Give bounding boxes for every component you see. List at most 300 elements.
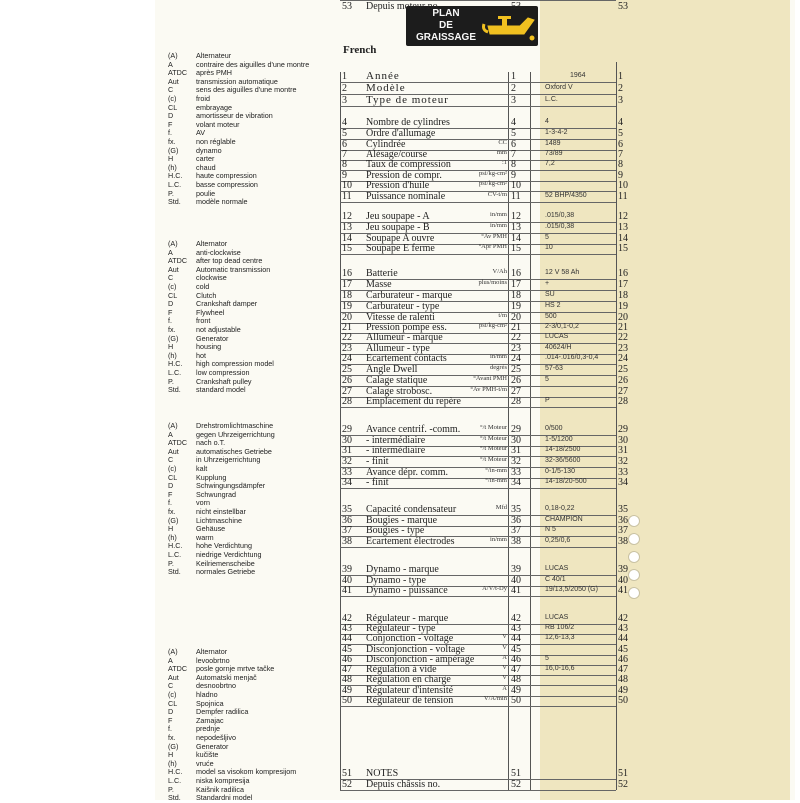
legend-abbreviation: Std.	[168, 385, 181, 395]
spec-value: RB 106/2	[545, 624, 575, 631]
row-number-right: 7	[618, 149, 623, 160]
row-number-middle: 7	[511, 149, 516, 160]
legend-entry	[168, 190, 328, 199]
row-number-right: 24	[618, 353, 628, 364]
row-number-middle: 6	[511, 139, 516, 150]
row-number: 25	[342, 364, 352, 375]
row-number: 24	[342, 353, 352, 364]
row-number-right: 12	[618, 211, 628, 222]
legend-abbreviation: Aut	[168, 446, 179, 456]
legend-description: modèle normale	[196, 197, 248, 207]
spec-unit: psi/kg-cm²	[479, 322, 507, 329]
legend-entry	[168, 708, 328, 717]
legend-description: low compression	[196, 367, 250, 377]
row-number-middle: 49	[511, 685, 521, 696]
legend-description: dynamo	[196, 145, 222, 155]
row-number-middle: 5	[511, 128, 516, 139]
legend-abbreviation: F	[168, 489, 173, 499]
legend-entry	[168, 147, 328, 156]
legend-description: Alternator	[196, 647, 228, 656]
spec-value: SU	[545, 291, 555, 298]
legend-description: amortisseur de vibration	[196, 111, 273, 121]
row-number-right: 47	[618, 664, 628, 675]
spec-label: Avance dépr. comm.	[366, 467, 449, 478]
row-number: 50	[342, 695, 352, 706]
legend-description: froid	[196, 93, 210, 103]
spec-value: 0-1/5-130	[545, 468, 575, 475]
legend-abbreviation: (h)	[168, 350, 177, 360]
spec-value: 0,25/0,6	[545, 537, 571, 544]
legend-entry	[168, 456, 328, 465]
row-number-middle: 31	[511, 445, 521, 456]
legend-description: Kaišnik radilica	[196, 784, 244, 794]
spec-value: P	[545, 397, 550, 404]
legend-entry	[168, 121, 328, 130]
legend-description: clockwise	[196, 273, 227, 283]
legend-abbreviation: D	[168, 111, 174, 121]
spec-unit: in/mm	[490, 536, 507, 543]
row-rule	[340, 790, 616, 791]
legend-abbreviation: H	[168, 750, 174, 760]
row-number: 16	[342, 268, 352, 279]
legend-abbreviation: A	[168, 59, 173, 69]
legend-description: front	[196, 316, 211, 326]
row-number: 34	[342, 477, 352, 488]
row-number-middle: 27	[511, 386, 521, 397]
row-number-middle: 19	[511, 301, 521, 312]
row-number-middle: 32	[511, 456, 521, 467]
spec-label: Jeu soupape - B	[366, 222, 430, 233]
legend-abbreviation: ATDC	[168, 664, 188, 674]
legend-entry	[168, 700, 328, 709]
legend-entry	[168, 335, 328, 344]
spec-value: 5	[545, 234, 549, 241]
row-number-middle: 46	[511, 654, 521, 665]
row-number-middle: 50	[511, 695, 521, 706]
spec-value: .015/0,38	[545, 223, 575, 230]
row-number-right: 29	[618, 424, 628, 435]
legend-description: Crankshaft pulley	[196, 376, 252, 386]
spec-unit: A	[502, 654, 507, 661]
row-number-right: 48	[618, 674, 628, 685]
legend-abbreviation: Aut	[168, 76, 179, 86]
legend-description: Generator	[196, 333, 229, 343]
legend-abbreviation: C	[168, 681, 174, 691]
row-number: 40	[342, 575, 352, 586]
legend-abbreviation: (h)	[168, 162, 177, 172]
legend-entry	[168, 129, 328, 138]
row-number: 6	[342, 139, 347, 150]
row-number-right: 46	[618, 654, 628, 665]
legend-abbreviation: H.C.	[168, 359, 183, 369]
legend-description: Flywheel	[196, 307, 225, 317]
spec-value: C 40/1	[545, 576, 566, 583]
row-number: 38	[342, 536, 352, 547]
row-rule	[340, 254, 616, 255]
row-number: 29	[342, 424, 352, 435]
row-number-right: 43	[618, 623, 628, 634]
legend-abbreviation: Aut	[168, 672, 179, 682]
spec-value: 52 BHP/4350	[545, 192, 587, 199]
row-number-middle: 25	[511, 364, 521, 375]
legend-description: nach o.T.	[196, 438, 226, 448]
spec-label: Type de moteur	[366, 94, 449, 106]
legend-entry	[168, 431, 328, 440]
legend-abbreviation: P.	[168, 558, 174, 568]
spec-unit: °/t Moteur	[480, 445, 507, 452]
row-number-right: 30	[618, 435, 628, 446]
legend-entry	[168, 300, 328, 309]
spec-unit: t/m	[498, 312, 507, 319]
row-number-middle: 28	[511, 396, 521, 407]
spec-value: 1964	[570, 72, 586, 79]
spec-label: - finit	[366, 477, 389, 488]
row-rule	[340, 488, 616, 489]
legend-description: desnoobrtno	[196, 681, 236, 691]
row-number-middle: 35	[511, 504, 521, 515]
spec-value: 4	[545, 118, 549, 125]
row-number: 41	[342, 585, 352, 596]
row-number-middle: 29	[511, 424, 521, 435]
legend-description: non réglable	[196, 136, 236, 146]
spec-label: Masse	[366, 279, 392, 290]
legend-description: Automatski menjač	[196, 672, 257, 682]
row-number: 12	[342, 211, 352, 222]
spec-unit: V	[502, 664, 507, 671]
legend-description: Schwungrad	[196, 489, 236, 499]
legend-description: model sa visokom kompresijom	[196, 767, 297, 777]
spec-label: Dynamo - type	[366, 575, 426, 586]
row-number: 44	[342, 633, 352, 644]
spec-unit: °Av PMH-t/m	[470, 386, 507, 393]
spec-label: Allumeur - type	[366, 343, 430, 354]
row-number-right: 40	[618, 575, 628, 586]
row-number-right: 21	[618, 322, 628, 333]
spec-label: Cylindrée	[366, 139, 406, 150]
row-number-right: 20	[618, 312, 628, 323]
row-number-right: 25	[618, 364, 628, 375]
legend-description: après PMH	[196, 68, 232, 78]
legend-description: Crankshaft damper	[196, 299, 258, 309]
legend-abbreviation: f.	[168, 724, 172, 734]
row-number-middle: 3	[511, 95, 516, 106]
legend-entry	[168, 725, 328, 734]
spec-label: Régulateur d'intensité	[366, 685, 454, 696]
legend-abbreviation: f.	[168, 316, 172, 326]
spec-label: Ordre d'allumage	[366, 128, 436, 139]
legend-abbreviation: A	[168, 429, 173, 439]
spec-label: Pression de compr.	[366, 170, 442, 181]
spec-value: +	[545, 280, 550, 287]
legend-abbreviation: F	[168, 715, 173, 725]
legend-entry	[168, 138, 328, 147]
spec-unit: V/A/min	[483, 695, 507, 702]
row-number: 32	[342, 456, 352, 467]
legend-description: nepodešljivo	[196, 732, 236, 742]
row-number-middle: 2	[511, 83, 516, 94]
legend-description: in Uhrzeigerrichtung	[196, 455, 261, 465]
row-number: 7	[342, 149, 347, 160]
legend-entry	[168, 378, 328, 387]
spec-value: 10	[545, 244, 553, 251]
spec-label: Capacité condensateur	[366, 504, 457, 515]
row-number-middle: 42	[511, 613, 521, 624]
legend-description: transmission automatique	[196, 76, 278, 86]
logo-text	[410, 8, 482, 44]
spec-label: - finit	[366, 456, 389, 467]
spec-value: 16,0-16,6	[545, 665, 575, 672]
spec-label: Taux de compression	[366, 159, 451, 170]
legend-abbreviation: (c)	[168, 281, 177, 291]
legend-description: vorn	[196, 498, 210, 508]
legend-description: Standardni model	[196, 793, 253, 803]
spec-unit: °Av PMH	[481, 233, 507, 240]
legend-abbreviation: (A)	[168, 421, 178, 430]
legend-description: carter	[196, 154, 215, 164]
row-number-right: 26	[618, 375, 628, 386]
row-number-right: 19	[618, 301, 628, 312]
spec-value: CHAMPION	[545, 516, 583, 523]
legend-description: hot	[196, 350, 206, 360]
spec-label: - intermédiaire	[366, 435, 426, 446]
spec-label: Emplacement du repère	[366, 396, 461, 407]
legend-description: Lichtmaschine	[196, 515, 242, 525]
row-number: 23	[342, 343, 352, 354]
legend-description: AV	[196, 128, 206, 138]
spec-value: HS 2	[545, 302, 561, 309]
spec-unit: V/Ah	[492, 268, 507, 275]
legend-description: anti-clockwise	[196, 247, 241, 257]
spec-value: 12 V 58 Ah	[545, 269, 580, 276]
binder-hole	[628, 587, 640, 599]
legend-description: Generator	[196, 741, 229, 751]
spec-value: 500	[545, 313, 557, 320]
legend-abbreviation: ATDC	[168, 438, 188, 448]
legend-description: kalt	[196, 463, 208, 473]
row-number-middle: 51	[511, 768, 521, 779]
spec-label: Puissance nominale	[366, 191, 446, 202]
row-number: 45	[342, 644, 352, 655]
spec-label: Soupape A ouvre	[366, 233, 435, 244]
legend-abbreviation: (G)	[168, 333, 179, 343]
legend-description: Keilriemenscheibe	[196, 558, 255, 568]
row-number: 48	[342, 674, 352, 685]
legend-description: haute compression	[196, 171, 257, 181]
row-rule	[340, 407, 616, 408]
row-number-right: 22	[618, 332, 628, 343]
legend-entry	[168, 240, 328, 249]
row-number-right: 36	[618, 515, 628, 526]
row-number: 52	[342, 779, 352, 790]
spec-label: Avance centrif. -comm.	[366, 424, 461, 435]
legend-description: housing	[196, 342, 222, 352]
legend-abbreviation: L.C.	[168, 179, 182, 189]
row-number: 15	[342, 243, 352, 254]
legend-description: gegen Uhrzeigerrichtung	[196, 429, 275, 439]
spec-label: Bougies - type	[366, 525, 425, 536]
spec-unit: psi/kg-cm²	[479, 180, 507, 187]
legend-entry	[168, 198, 328, 207]
legend-abbreviation: (h)	[168, 532, 177, 542]
row-number-right: 51	[618, 768, 628, 779]
row-number-right: 8	[618, 159, 623, 170]
legend-abbreviation: L.C.	[168, 367, 182, 377]
legend-description: Automatic transmission	[196, 264, 271, 274]
row-number-right: 9	[618, 170, 623, 181]
legend-description: posle gornje mrtve tačke	[196, 664, 275, 674]
legend-abbreviation: H	[168, 524, 174, 534]
spec-value: 1-3-4-2	[545, 129, 568, 136]
row-number-middle: 17	[511, 279, 521, 290]
spec-value: L.C.	[545, 96, 558, 103]
row-number-middle: 15	[511, 243, 521, 254]
row-number-right: 41	[618, 585, 628, 596]
spec-label: Pression d'huile	[366, 180, 430, 191]
legend-entry	[168, 508, 328, 517]
row-number: 27	[342, 386, 352, 397]
row-number: 51	[342, 768, 352, 779]
row-number: 30	[342, 435, 352, 446]
spec-value: 2-3/0,1-0,2	[545, 323, 579, 330]
legend-entry	[168, 648, 328, 657]
row-number: 39	[342, 564, 352, 575]
row-number: 5	[342, 128, 347, 139]
legend-description: Schwingungsdämpfer	[196, 481, 266, 491]
legend-entry	[168, 465, 328, 474]
row-number: 14	[342, 233, 352, 244]
spec-label: Régulateur - type	[366, 623, 436, 634]
legend-description: Clutch	[196, 290, 217, 300]
row-number-middle: 9	[511, 170, 516, 181]
abbreviation-legend	[168, 648, 328, 803]
spec-unit: in/mm	[490, 222, 507, 229]
legend-description: kučište	[196, 750, 219, 760]
legend-description: prednje	[196, 724, 220, 734]
legend-abbreviation: H.C.	[168, 541, 183, 551]
row-number-right: 53	[618, 1, 628, 12]
legend-abbreviation: fx.	[168, 136, 176, 146]
legend-description: Kupplung	[196, 472, 227, 482]
row-number-middle: 52	[511, 779, 521, 790]
legend-abbreviation: A	[168, 655, 173, 665]
spec-value: 73/89	[545, 150, 563, 157]
legend-description: automatisches Getriebe	[196, 446, 272, 456]
legend-abbreviation: P.	[168, 188, 174, 198]
legend-description: nicht einstellbar	[196, 506, 246, 516]
legend-description: cold	[196, 281, 210, 291]
row-number: 36	[342, 515, 352, 526]
spec-value: 14-18/20-500	[545, 478, 587, 485]
row-number-middle: 20	[511, 312, 521, 323]
legend-description: not adjustable	[196, 324, 241, 334]
row-number-right: 37	[618, 525, 628, 536]
row-number-middle: 10	[511, 180, 521, 191]
spec-unit: V	[502, 674, 507, 681]
row-number: 8	[342, 159, 347, 170]
row-number: 33	[342, 467, 352, 478]
logo-text-line: DE	[439, 20, 453, 31]
spec-value: 1489	[545, 140, 561, 147]
legend-abbreviation: H.C.	[168, 767, 183, 777]
row-number-middle: 41	[511, 585, 521, 596]
spec-label: Régulateur de tension	[366, 695, 454, 706]
legend-entry	[168, 326, 328, 335]
spec-unit: degrés	[490, 364, 507, 371]
spec-label: Disconjonction - voltage	[366, 644, 465, 655]
row-number-middle: 40	[511, 575, 521, 586]
spec-unit: °Apr PMH	[478, 243, 507, 250]
row-number-middle: 38	[511, 536, 521, 547]
legend-entry	[168, 309, 328, 318]
row-number-middle: 4	[511, 117, 516, 128]
sheet-language-label: French	[343, 44, 377, 56]
legend-abbreviation: (c)	[168, 463, 177, 473]
legend-entry	[168, 155, 328, 164]
legend-abbreviation: H.C.	[168, 171, 183, 181]
row-number-right: 11	[618, 191, 628, 202]
row-number: 13	[342, 222, 352, 233]
legend-abbreviation: Std.	[168, 197, 181, 207]
legend-abbreviation: Std.	[168, 793, 181, 803]
row-number: 4	[342, 117, 347, 128]
row-number-middle: 45	[511, 644, 521, 655]
spec-unit: mm	[496, 149, 507, 156]
legend-description: sens des aiguilles d'une montre	[196, 85, 297, 95]
legend-abbreviation: D	[168, 707, 174, 717]
row-number-right: 35	[618, 504, 628, 515]
legend-abbreviation: F	[168, 307, 173, 317]
spec-unit: :1	[501, 159, 507, 166]
legend-abbreviation: (A)	[168, 239, 178, 248]
legend-entry	[168, 95, 328, 104]
legend-abbreviation: CL	[168, 102, 178, 112]
row-number: 31	[342, 445, 352, 456]
spec-value: LUCAS	[545, 333, 569, 340]
legend-description: embrayage	[196, 102, 232, 112]
spec-value: 5	[545, 376, 549, 383]
legend-entry	[168, 525, 328, 534]
legend-entry	[168, 568, 328, 577]
spec-label: Régulation en charge	[366, 674, 451, 685]
logo-text-line: PLAN	[432, 8, 460, 19]
legend-entry	[168, 794, 328, 803]
spec-label: Jeu soupape - A	[366, 211, 430, 222]
row-rule	[340, 547, 616, 548]
row-number-right: 17	[618, 279, 628, 290]
legend-description: vruće	[196, 758, 214, 768]
legend-abbreviation: ATDC	[168, 68, 188, 78]
spec-unit: °/t Moteur	[480, 456, 507, 463]
spec-value: LUCAS	[545, 565, 569, 572]
row-number: 10	[342, 180, 352, 191]
legend-entry	[168, 682, 328, 691]
spec-value: 19/13,5/2050 (G)	[545, 586, 598, 593]
legend-entry	[168, 517, 328, 526]
spec-value: .014-.016/0,3-0,4	[545, 354, 599, 361]
spec-row	[340, 0, 790, 13]
spec-label: Bougies - marque	[366, 515, 438, 526]
spec-value: N 5	[545, 526, 556, 533]
legend-description: poulie	[196, 188, 216, 198]
legend-description: volant moteur	[196, 119, 240, 129]
row-number-right: 16	[618, 268, 628, 279]
row-number-middle: 47	[511, 664, 521, 675]
spec-unit: plus/moins	[478, 279, 507, 286]
legend-entry	[168, 283, 328, 292]
row-number-middle: 1	[511, 71, 516, 82]
row-number: 18	[342, 290, 352, 301]
row-rule	[340, 0, 616, 1]
